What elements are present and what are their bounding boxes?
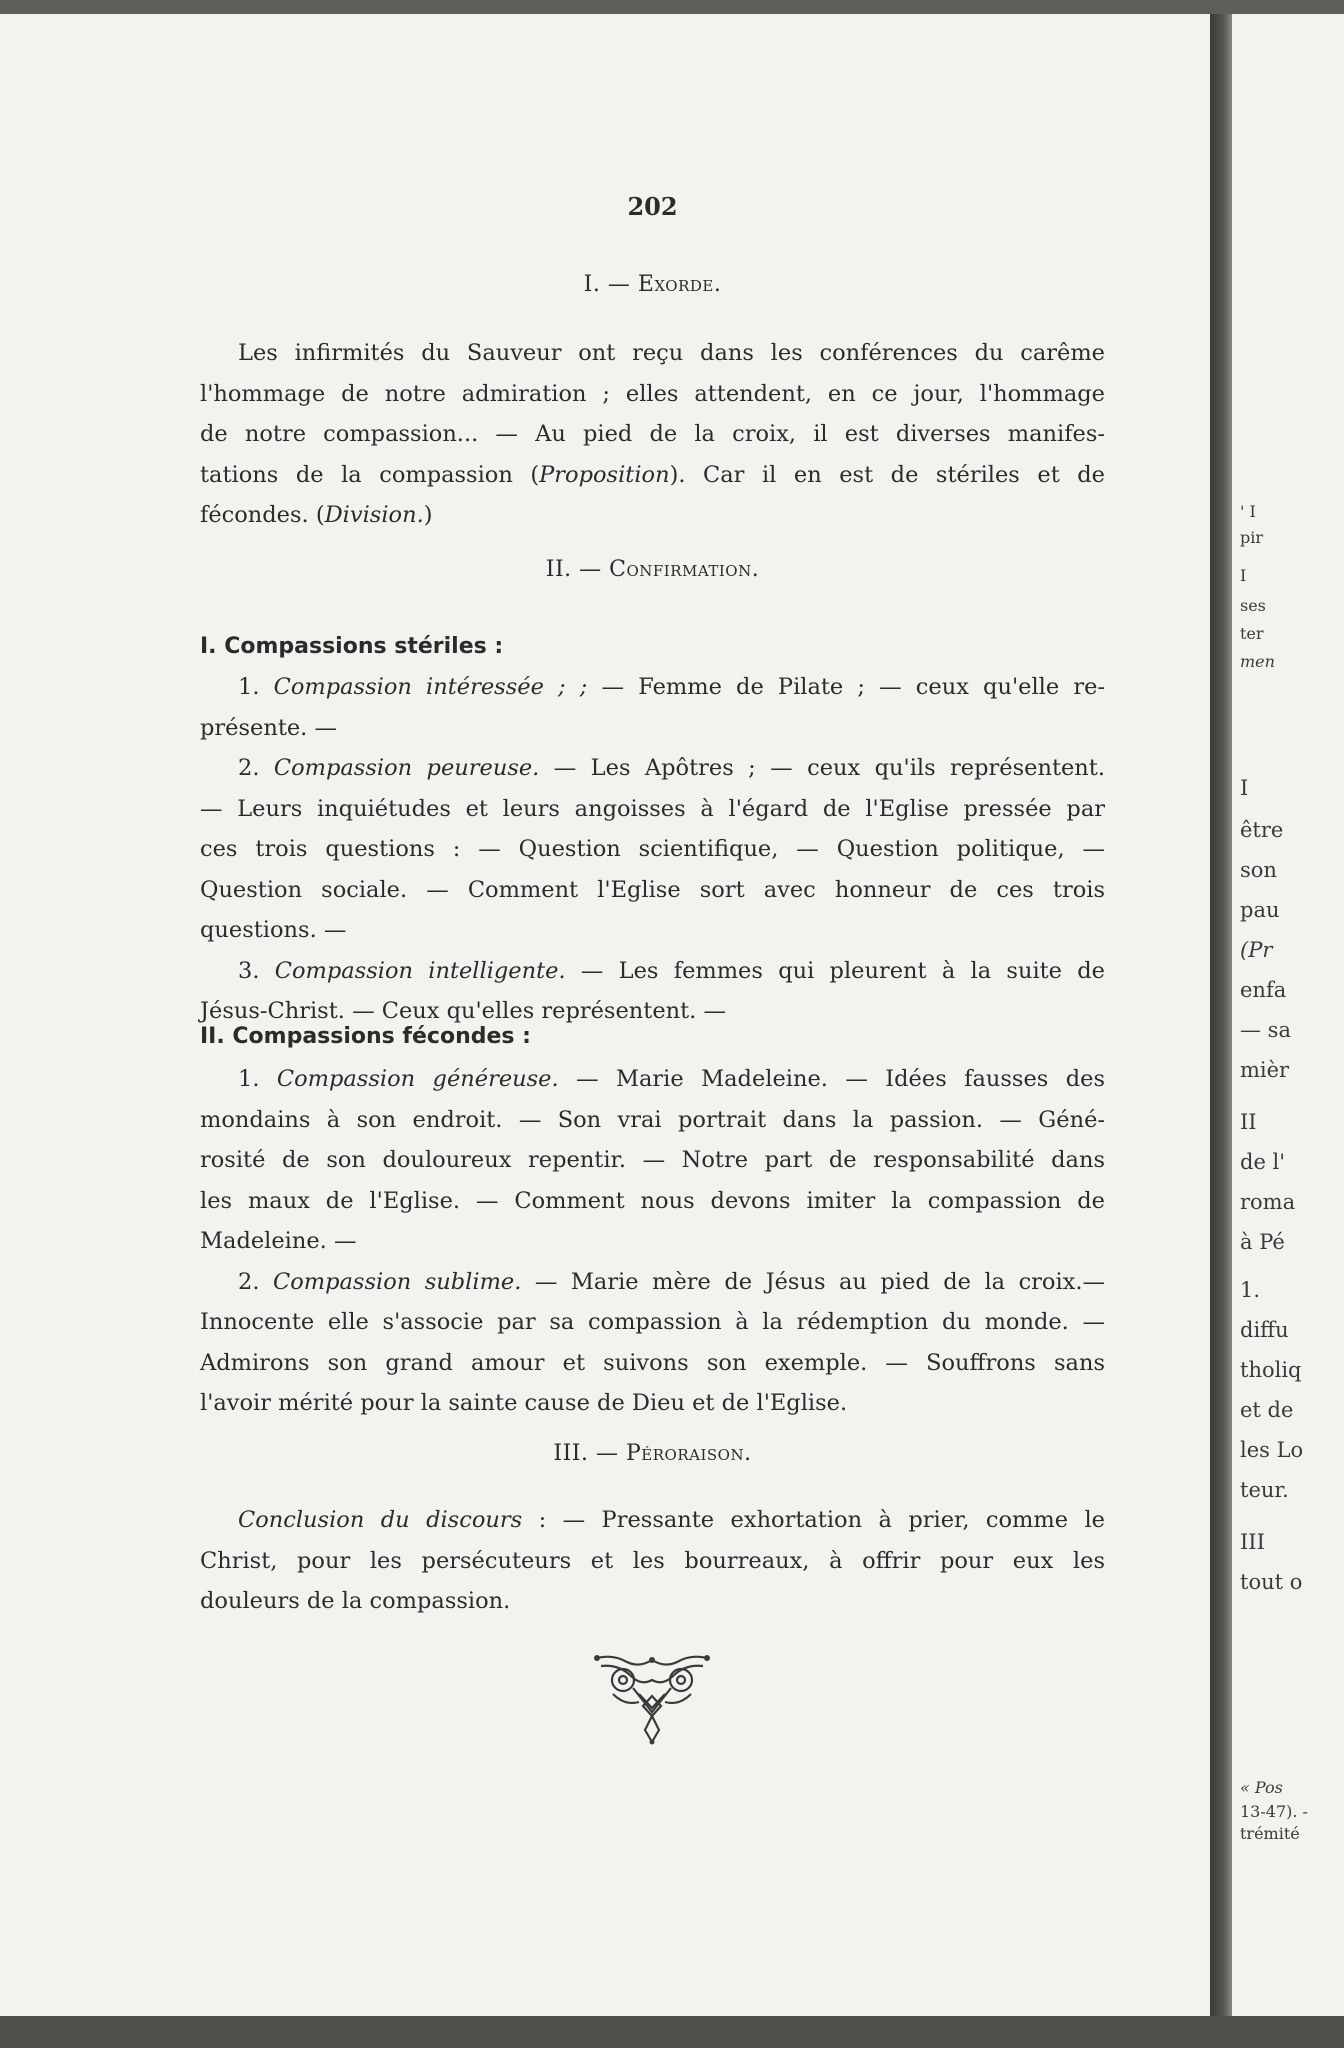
- text-fragment: ses: [1240, 596, 1266, 615]
- text-fragment: III: [1240, 1530, 1265, 1554]
- text-fragment: tholiq: [1240, 1358, 1302, 1382]
- fecondes-list: [200, 1059, 1105, 1424]
- text-line: Jésus-Christ. — Ceux qu'elles représentent. —: [200, 998, 726, 1024]
- text-fragment: 13-47). -: [1240, 1802, 1308, 1821]
- item-title: Compassion sublime.: [272, 1268, 522, 1295]
- text-run: ): [423, 502, 433, 528]
- text-line: douleurs de la compassion.: [200, 1588, 511, 1614]
- page-number: 202: [627, 192, 678, 221]
- item-title: Compassion intéressée ; ;: [273, 674, 588, 700]
- text-run: — Marie mère de Jésus au pied de la croix.—: [521, 1268, 1106, 1295]
- text-fragment: — sa: [1240, 1018, 1291, 1042]
- heading-title: Exorde.: [637, 272, 722, 297]
- text-line: Admirons son grand amour et suivons son exemple. — Souffrons sans: [200, 1349, 1105, 1376]
- text-line: l'hommage de notre admiration ; elles attendent, en ce jour, l'hommage: [200, 380, 1105, 407]
- text-line: de notre compassion... — Au pied de la croix, il est diverses manifes-: [200, 421, 1105, 447]
- text-line: ces trois questions : — Question scientifique, — Question politique, —: [200, 836, 1105, 862]
- list-item: [200, 748, 1105, 789]
- text-run: tations de la compassion (: [200, 461, 540, 488]
- text-fragment: mièr: [1240, 1058, 1290, 1082]
- book-gutter: [1210, 14, 1232, 2016]
- text-fragment: II: [1240, 1110, 1257, 1134]
- item-number: 1.: [238, 674, 274, 700]
- ornament-icon: [593, 1650, 711, 1746]
- text-run: — Femme de Pilate ; — ceux qu'elle re-: [587, 674, 1105, 700]
- text-line: Christ, pour les persécuteurs et les bourreaux, à offrir pour eux les: [200, 1547, 1105, 1574]
- text-fragment: ter: [1240, 624, 1264, 643]
- item-number: 2.: [238, 1268, 273, 1295]
- scan-bottom-edge: [0, 2016, 1344, 2048]
- text-fragment: tout o: [1240, 1570, 1303, 1594]
- text-fragment: enfa: [1240, 978, 1287, 1002]
- text-fragment: teur.: [1240, 1478, 1289, 1502]
- heading-title: Péroraison.: [625, 1441, 752, 1466]
- text-fragment: de l': [1240, 1150, 1286, 1174]
- item-title: Compassion peureuse.: [273, 755, 540, 781]
- text-line: questions. —: [200, 917, 347, 943]
- item-number: 2.: [238, 755, 274, 781]
- heading-title: Confirmation.: [609, 557, 760, 582]
- text-fragment: les Lo: [1240, 1438, 1304, 1462]
- text-fragment: men: [1240, 652, 1275, 671]
- item-title: Compassion intelligente.: [274, 957, 566, 984]
- subheading-steriles: I. Compassions stériles :: [200, 634, 504, 659]
- text-fragment: trémité: [1240, 1824, 1300, 1843]
- section-heading-confirmation: [200, 557, 1105, 582]
- text-fragment: à Pé: [1240, 1230, 1285, 1254]
- steriles-list: [200, 667, 1105, 1032]
- section-heading-peroraison: [200, 1441, 1105, 1466]
- item-number: 1.: [238, 1066, 277, 1092]
- text-fragment: pau: [1240, 898, 1280, 922]
- text-run: ). Car il en est de stériles et de: [669, 461, 1105, 488]
- list-item: [200, 951, 1105, 992]
- text-line: mondains à son endroit. — Son vrai portrait dans la passion. — Géné-: [200, 1106, 1105, 1133]
- text-fragment: roma: [1240, 1190, 1296, 1214]
- text-fragment: (Pr: [1240, 938, 1273, 962]
- text-line: [200, 1500, 1105, 1541]
- text-line: les maux de l'Eglise. — Comment nous devons imiter la compassion de: [200, 1187, 1105, 1214]
- text-fragment: être: [1240, 818, 1284, 842]
- item-title: Compassion généreuse.: [276, 1066, 559, 1092]
- subheading-fecondes: II. Compassions fécondes :: [200, 1024, 531, 1049]
- text-line: présente. —: [200, 714, 337, 741]
- item-number: 3.: [238, 957, 275, 984]
- text-run: — Les Apôtres ; — ceux qu'ils représentent.: [539, 755, 1105, 781]
- text-line: — Leurs inquiétudes et leurs angoisses à l'égard de l'Eglise pressée par: [200, 795, 1105, 822]
- list-item: [200, 1262, 1105, 1303]
- heading-numeral: III. —: [553, 1441, 626, 1466]
- text-line: Les infirmités du Sauveur ont reçu dans les conférences du carême: [238, 340, 1105, 366]
- heading-numeral: II. —: [545, 557, 610, 582]
- text-line: Madeleine. —: [200, 1228, 357, 1254]
- text-fragment: I: [1240, 566, 1247, 585]
- text-fragment: 1.: [1240, 1278, 1261, 1302]
- text-line: l'avoir mérité pour la sainte cause de Dieu et de l'Eglise.: [200, 1390, 848, 1416]
- text-run: — Les femmes qui pleurent à la suite de: [565, 957, 1105, 984]
- text-run-italic: Proposition: [539, 461, 670, 488]
- section-heading-exorde: [200, 272, 1105, 297]
- text-run: fécondes. (: [200, 502, 325, 528]
- text-fragment: diffu: [1240, 1318, 1289, 1342]
- exorde-paragraph: [200, 333, 1105, 536]
- facing-page-fragment: [1232, 14, 1344, 2016]
- text-line: [200, 455, 1105, 496]
- book-page: [0, 14, 1210, 2016]
- text-line: Question sociale. — Comment l'Eglise sort avec honneur de ces trois: [200, 876, 1105, 903]
- list-item: [200, 1059, 1105, 1100]
- text-fragment: et de: [1240, 1398, 1294, 1422]
- text-fragment: ' I: [1240, 502, 1256, 521]
- text-fragment: son: [1240, 858, 1277, 882]
- peroraison-paragraph: [200, 1500, 1105, 1622]
- text-fragment: pir: [1240, 528, 1264, 547]
- text-fragment: « Pos: [1240, 1778, 1283, 1797]
- text-run-italic: Division.: [324, 502, 424, 528]
- text-run: — Marie Madeleine. — Idées fausses des: [558, 1066, 1106, 1092]
- text-run-italic: Conclusion du discours: [238, 1507, 523, 1533]
- text-run: : — Pressante exhortation à prier, comme le: [522, 1507, 1105, 1533]
- text-line: rosité de son douloureux repentir. — Notre part de responsabilité dans: [200, 1147, 1105, 1173]
- heading-numeral: I. —: [583, 272, 638, 297]
- text-fragment: I: [1240, 776, 1249, 800]
- text-line: [200, 495, 1105, 536]
- text-line: Innocente elle s'associe par sa compassion à la rédemption du monde. —: [200, 1309, 1105, 1335]
- scan-top-edge: [0, 0, 1344, 14]
- list-item: [200, 667, 1105, 708]
